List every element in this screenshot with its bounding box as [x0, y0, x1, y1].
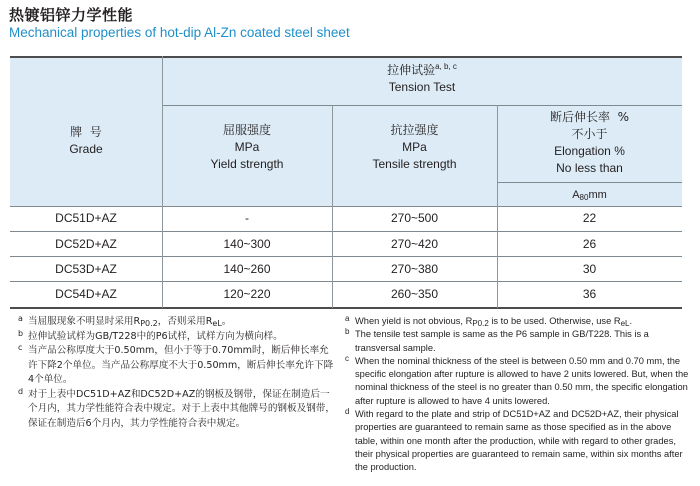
row-rule-2 [10, 256, 682, 257]
header-bottom-rule [10, 206, 682, 207]
note-cn-d: d 对于上表中DC51D+AZ和DC52D+AZ的钢板及钢带，保证在制造后一个月内，其力学性能符合表中规定。对于上表中其他牌号的钢板及钢带，保证在制造后6个月内，其力学性能符合表中规定。 [18, 386, 335, 429]
yield-cell: - [245, 211, 249, 225]
table-top-rule [10, 56, 682, 58]
yield-cell: 140~260 [223, 262, 271, 276]
tensile-cell: 270~420 [390, 237, 439, 251]
elongation-header: 断后伸长率 % 不小于 Elongation % No less than [549, 110, 630, 175]
yield-cell: 120~220 [223, 287, 271, 301]
header-divider-2 [497, 182, 682, 183]
table-bottom-rule [10, 307, 682, 309]
note-cn-b: b 拉伸试验试样为GB/T228中的P6试样，试样方向为横向样。 [18, 328, 283, 342]
elongation-cell: 22 [582, 211, 597, 225]
a80mm-label: $A_{80}mm$ [572, 189, 607, 202]
elongation-cell: 30 [582, 262, 597, 276]
grade-cell: DC54D+AZ [55, 287, 117, 301]
tensile-cell: 270~500 [390, 211, 439, 225]
properties-table [10, 56, 682, 309]
header-divider-1 [162, 105, 682, 106]
yield-header: 屈服强度 MPa Yield strength [210, 123, 284, 171]
row-rule-1 [10, 231, 682, 232]
tension-test-header: 拉伸试验$^{a, b, c}$ Tension Test [387, 62, 457, 94]
note-en-a: a When yield is not obvious, $R_{P0.2}$ is to be used. Otherwise, use $R_{eL}$. [345, 314, 633, 328]
note-en-b: b The tensile test sample is same as the P6 sample in GB/T228. This is a transversal sample. [345, 327, 649, 353]
elongation-cell: 36 [582, 287, 597, 301]
yield-cell: 140~300 [223, 237, 271, 251]
elongation-cell: 26 [582, 237, 597, 251]
row-rule-3 [10, 281, 682, 282]
grade-cell: DC53D+AZ [55, 262, 117, 276]
tensile-cell: 270~380 [390, 262, 439, 276]
page-title-cn: 热镀铝锌力学性能 [9, 6, 134, 24]
tensile-cell: 260~350 [390, 287, 439, 301]
notes-chinese [18, 315, 338, 431]
note-en-c: c When the nominal thickness of the steel is between 0.50 mm and 0.70 mm, the specific elongation after rupture is allowed to have 2 units lowered. But, when the nominal thickness of the steel is no greater than 0.50 mm, the specific elongation after rupture is allowed to have 4 units lowered. [345, 353, 689, 406]
note-cn-c: c 当产品公称厚度大于0.50mm，但小于等于0.70mm时，断后伸长率允许下降2个单位。当产品公称厚度不大于0.50mm，断后伸长率允许下降4个单位。 [18, 343, 334, 385]
note-cn-a: a 当屈服现象不明显时采用$R_{P0.2}$，否则采用$R_{eL}$。 [18, 314, 232, 328]
notes-english [345, 315, 690, 475]
grade-cell: DC52D+AZ [55, 237, 117, 251]
tensile-header: 抗拉强度 MPa Tensile strength [372, 123, 457, 171]
grade-header: 牌 号 Grade [69, 125, 103, 156]
page-title-en: Mechanical properties of hot-dip Al-Zn coated steel sheet [9, 25, 350, 40]
note-en-d: d With regard to the plate and strip of DC51D+AZ and DC52D+AZ, their physical properties are guaranteed to remain same as those specified as in the above table, within one month after the production, while with regard to other grades, their physical properties are guaranteed to remain same, within six months after the production. [345, 407, 683, 473]
grade-cell: DC51D+AZ [55, 211, 117, 225]
